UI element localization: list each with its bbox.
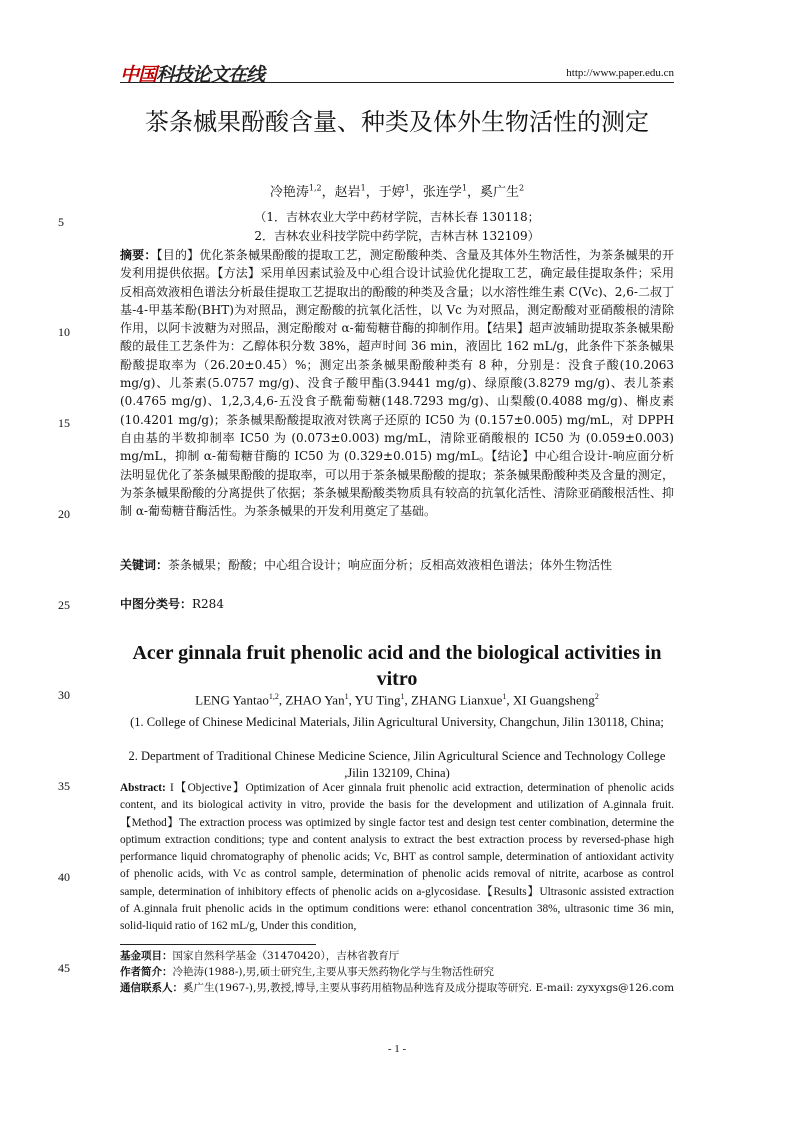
authors-cn (120, 181, 674, 200)
author-separator: , (348, 692, 355, 708)
paper-title-en: Acer ginnala fruit phenolic acid and the biological activities in vitro (132, 642, 662, 690)
line-number: 35 (58, 779, 70, 793)
page-number: - 1 - (387, 1043, 407, 1055)
author-affiliation-mark: 1 (404, 183, 410, 193)
author-name: 于婷 (378, 185, 405, 200)
footnote-corresponding (120, 980, 680, 996)
header-rule (120, 82, 674, 83)
line-number: 10 (58, 325, 70, 339)
line-number: 30 (58, 688, 70, 702)
author-affiliation-mark: 1 (360, 183, 366, 193)
author-separator: ， (365, 185, 379, 200)
author-separator: , (278, 692, 286, 708)
classification-cn-label: 中图分类号： (120, 597, 193, 611)
line-number: 25 (58, 598, 70, 612)
footnote-label: 基金项目： (120, 950, 173, 962)
author-name: 冷艳涛 (269, 185, 309, 200)
abstract-cn-text: 【目的】优化茶条槭果酚酸的提取工艺，测定酚酸种类、含量及其体外生物活性，为茶条槭果的开发利用提供依据。【方法】采用单因素试验及中心组合设计试验优化提取工艺，确定最佳提取条件；采用反相高效液相色谱法分析最佳提取工艺提取出的酚酸的种类及含量；以水溶性维生素 C(Vc)、2,6-二叔丁基-4-甲基苯酚(BHT)为对照品，测定酚酸的抗氧化活性，以 Vc 为对照品，测定酚酸对亚硝酸根的清除作用，以阿卡波糖为对照品，测定酚酸对 α-葡萄糖苷酶的抑制作用。【结果】超声波辅助提取茶条槭果酚酸的最佳工艺条件为：乙醇体积分数 38%，超声时间 36 min，液固比 162 mL/g，此条件下茶条槭果酚酸提取率为（26.20±0.45）%；测定出茶条槭果酚酸种类有 8 种，分别是：没食子酸(10.2063 mg/g)、儿茶素(5.0757 mg/g)、没食子酸甲酯(3.9441 mg/g)、绿原酸(3.8279 mg/g)、表儿茶素(0.4765 mg/g)、1,2,3,4,6-五没食子酰葡萄糖(148.7293 mg/g)、山梨酸(0.4088 mg/g)、槲皮素(10.4201 mg/g)；茶条槭果酚酸提取液对铁离子还原的 IC50 为 (0.157±0.005) mg/mL，对 DPPH 自由基的半数抑制率 IC50 为 (0.073±0.003) mg/mL，清除亚硝酸根的 IC50 为 (0.059±0.003) mg/mL，抑制 α-葡萄糖苷酶的 IC50 为 (0.329±0.015) mg/mL。【结论】中心组合设计-响应面分析法明显优化了茶条槭果酚酸的提取率，可以用于茶条槭果酚酸的提取；茶条槭果酚酸种类及含量的测定，为茶条槭果酚酸的分离提供了依据；茶条槭果酚酸类物质具有较高的抗氧化活性、清除亚硝酸根活性、抑制 α-葡萄糖苷酶活性。为茶条槭果的开发利用奠定了基础。 (120, 248, 674, 519)
keywords-cn-label: 关键词： (120, 558, 169, 572)
author-affiliation-mark: 1,2 (268, 692, 279, 701)
keywords-cn (120, 556, 674, 574)
author-separator: ， (321, 185, 335, 200)
abstract-cn-label: 摘要： (120, 248, 157, 262)
author-affiliation-mark: 2 (594, 692, 599, 701)
author-separator: , (404, 692, 411, 708)
author-name: 赵岩 (334, 185, 361, 200)
author-affiliation-mark: 1 (502, 692, 507, 701)
authors-en (120, 692, 674, 708)
author-affiliation-mark: 1 (400, 692, 405, 701)
author-separator: ， (467, 185, 481, 200)
author-name: ZHAO Yan (285, 692, 345, 708)
paper-title-cn: 茶条槭果酚酸含量、种类及体外生物活性的测定 (145, 108, 649, 136)
classification-cn-text: R284 (192, 597, 224, 611)
footnote-rule (120, 944, 316, 945)
affiliation-en-2: 2. Department of Traditional Chinese Medicine Science, Jilin Agricultural Science and Technology College ,Jilin 132109, China) (128, 749, 666, 780)
footnote-text: 国家自然科学基金（31470420），吉林省教育厅 (172, 950, 400, 962)
affiliation-en-1: (1. College of Chinese Medicinal Materials, Jilin Agricultural University, Changchun, Jilin 130118, China; (130, 715, 664, 729)
line-number: 15 (58, 416, 70, 430)
footnotes (120, 948, 680, 996)
logo-text-dark: 科技论文在线 (156, 64, 265, 86)
author-name: ZHANG Lianxue (411, 692, 503, 708)
affiliation-cn-2: 2．吉林农业科技学院中药学院，吉林吉林 132109） (254, 229, 540, 243)
author-name: 奚广生 (480, 185, 520, 200)
abstract-cn (120, 246, 674, 520)
keywords-cn-text: 茶条槭果；酚酸；中心组合设计；响应面分析；反相高效液相色谱法；体外生物活性 (168, 558, 613, 572)
author-name: XI Guangsheng (512, 692, 595, 708)
line-number: 40 (58, 870, 70, 884)
author-affiliation-mark: 2 (519, 183, 525, 193)
author-affiliation-mark: 1,2 (308, 183, 322, 193)
affiliation-cn-1: （1．吉林农业大学中药材学院，吉林长春 130118； (254, 210, 540, 224)
header-url[interactable]: http://www.paper.edu.cn (566, 67, 674, 79)
author-affiliation-mark: 1 (344, 692, 349, 701)
author-name: YU Ting (354, 692, 401, 708)
author-separator: , (506, 692, 513, 708)
abstract-en-text: I【Objective】Optimization of Acer ginnala fruit phenolic acid extraction, determination of phenolic acids content, and its biological activity in vitro, provide the basis for the development and utilization of A.ginnala fruit.【Method】The extraction process was optimized by single factor test and design test center combination, determine the optimum extraction conditions; type and content analysis to extract the best extraction process by reversed-phase high performance liquid chromatography of phenolic acids; Vc, BHT as control sample, determination of antioxidant activity of phenolic acids, with Vc as control sample, determination of phenolic acids removal of nitrite, acarbose as control sample, determination of inhibitory effects of phenolic acids on a-glycosidase.【Results】Ultrasonic assisted extraction of A.ginnala fruit phenolic acids in the optimum conditions were: ethanol concentration 38%, ultrasonic time 36 min, solid-liquid ratio of 162 mL/g, Under this condition, (120, 782, 674, 933)
footnote-text: 冷艳涛(1988-),男,硕士研究生,主要从事天然药物化学与生物活性研究 (172, 966, 494, 978)
author-separator: ， (409, 185, 423, 200)
abstract-en (120, 780, 674, 936)
footnote-funding (120, 948, 680, 964)
author-name: 张连学 (422, 185, 462, 200)
line-number: 5 (58, 215, 64, 229)
footnote-label: 作者简介： (120, 966, 173, 978)
footnote-text: 奚广生(1967-),男,教授,博导,主要从事药用植物品种选育及成分提取等研究. E-mail: zyxyxgs@126.com (183, 982, 675, 994)
classification-cn (120, 595, 224, 612)
line-number: 20 (58, 507, 70, 521)
logo-text-red: 中国 (120, 64, 157, 86)
abstract-en-label: Abstract: (120, 782, 166, 794)
author-affiliation-mark: 1 (461, 183, 467, 193)
footnote-label: 通信联系人： (120, 982, 183, 994)
author-name: LENG Yantao (195, 692, 269, 708)
line-number: 45 (58, 961, 70, 975)
footnote-author-bio (120, 964, 680, 980)
